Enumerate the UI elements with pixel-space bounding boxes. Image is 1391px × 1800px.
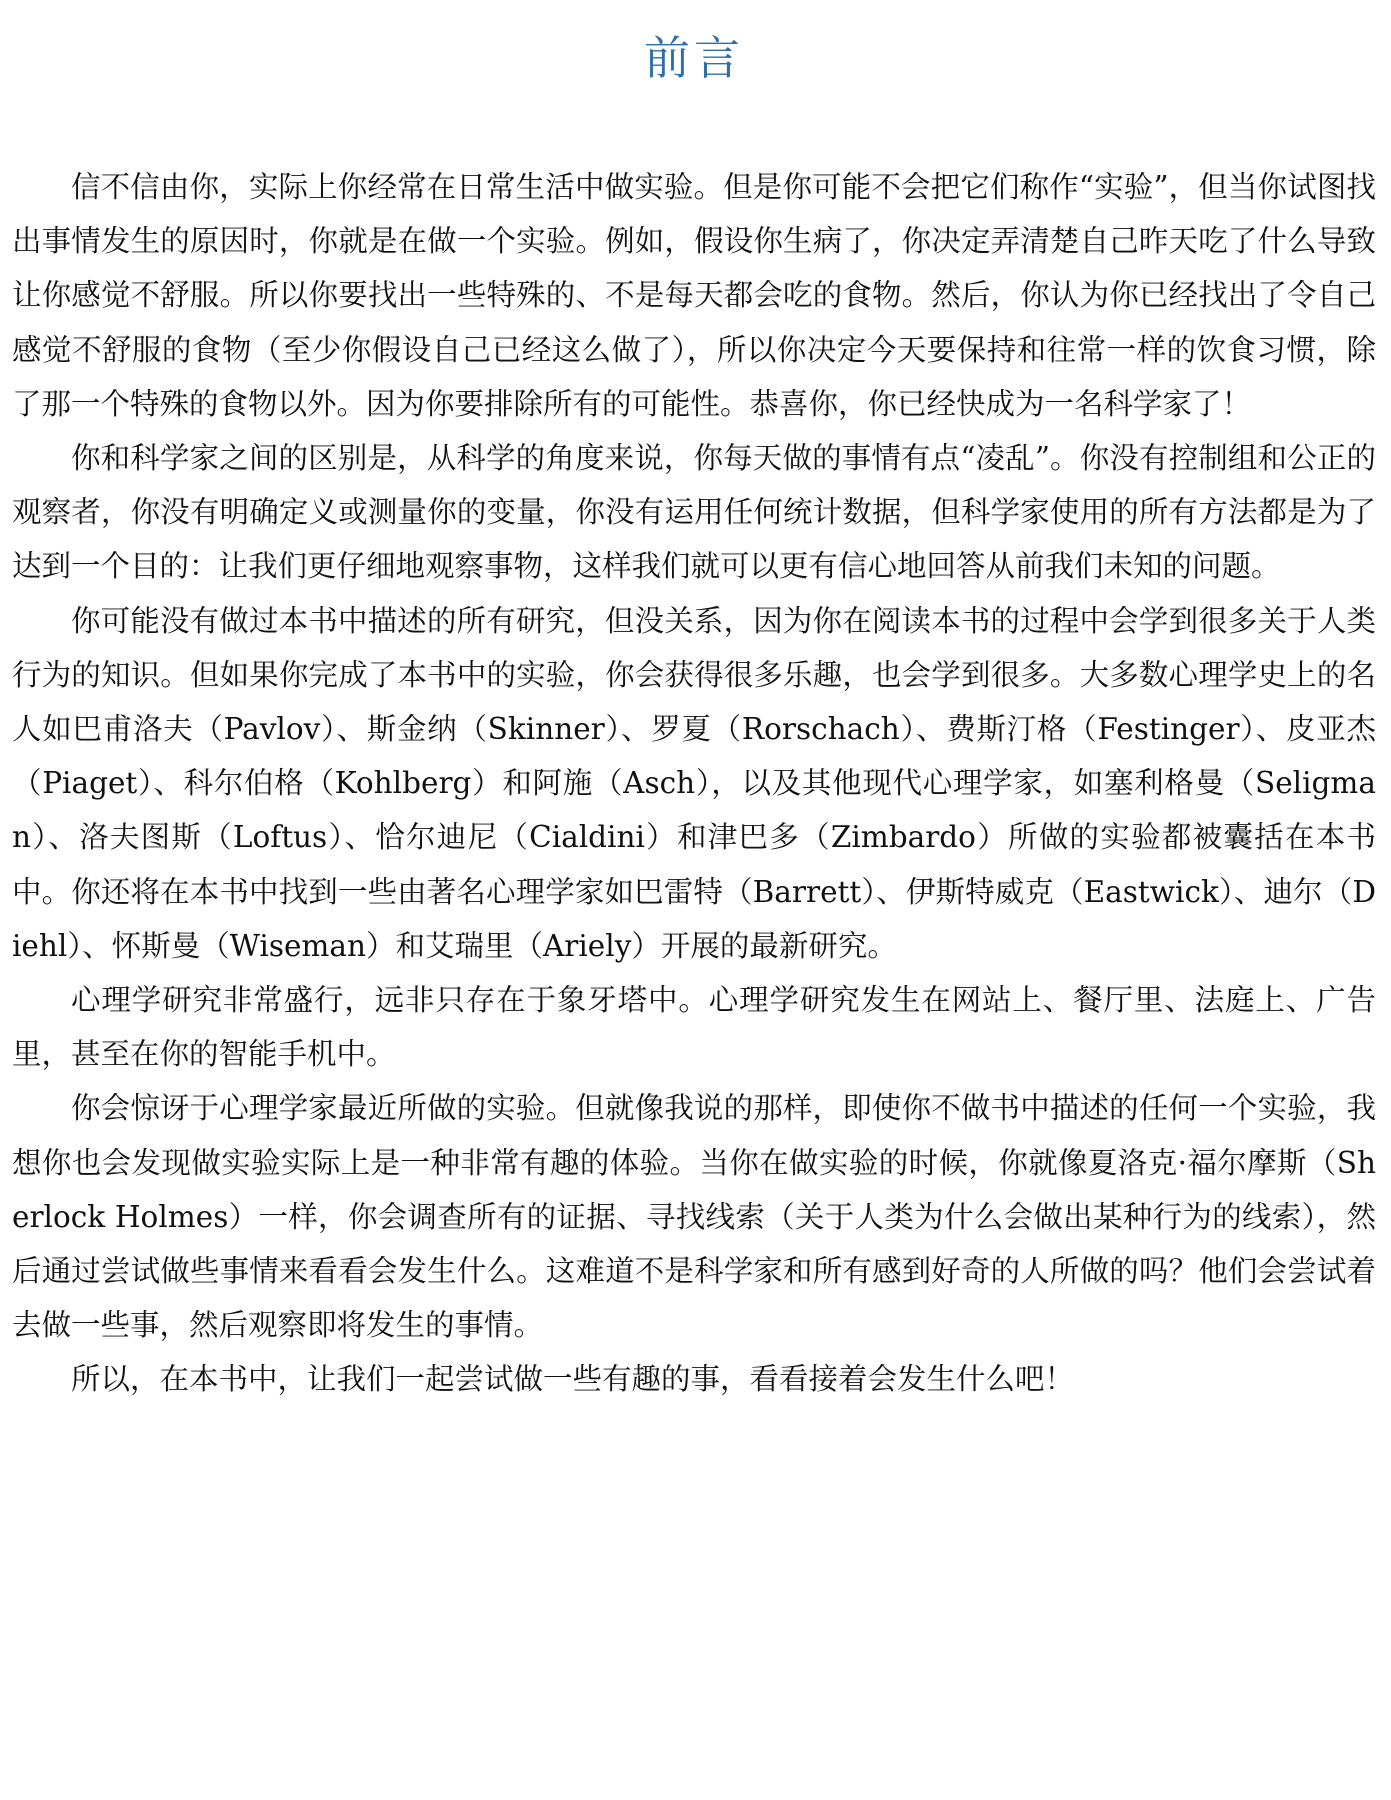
paragraph: 信不信由你，实际上你经常在日常生活中做实验。但是你可能不会把它们称作“实验”，但当你试图找出事情发生的原因时，你就是在做一个实验。例如，假设你生病了，你决定弄清楚自己昨天吃了什么导致让你感觉不舒服。所以你要找出一些特殊的、不是每天都会吃的食物。然后，你认为你已经找出了令自己感觉不舒服的食物（至少你假设自己已经这么做了），所以你决定今天要保持和往常一样的饮食习惯，除了那一个特殊的食物以外。因为你要排除所有的可能性。恭喜你，你已经快成为一名科学家了！ — [12, 170, 1376, 421]
body-text — [12, 160, 1376, 1407]
paragraph: 你可能没有做过本书中描述的所有研究，但没关系，因为你在阅读本书的过程中会学到很多关于人类行为的知识。但如果你完成了本书中的实验，你会获得很多乐趣，也会学到很多。大多数心理学史上的名人如巴甫洛夫（Pavlov）、斯金纳（Skinner）、罗夏（Rorschach）、费斯汀格（Festinger）、皮亚杰（Piaget）、科尔伯格（Kohlberg）和阿施（Asch），以及其他现代心理学家，如塞利格曼（Seligman）、洛夫图斯（Loftus）、恰尔迪尼（Cialdini）和津巴多（Zimbardo）所做的实验都被囊括在本书中。你还将在本书中找到一些由著名心理学家如巴雷特（Barrett）、伊斯特威克（Eastwick）、迪尔（Diehl）、怀斯曼（Wiseman）和艾瑞里（Ariely）开展的最新研究。 — [12, 603, 1376, 963]
page-title: 前言 — [644, 31, 744, 85]
document-page — [12, 0, 1376, 1407]
paragraph: 所以，在本书中，让我们一起尝试做一些有趣的事，看看接着会发生什么吧！ — [71, 1362, 1075, 1397]
paragraph: 你会惊讶于心理学家最近所做的实验。但就像我说的那样，即使你不做书中描述的任何一个实验，我想你也会发现做实验实际上是一种非常有趣的体验。当你在做实验的时候，你就像夏洛克·福尔摩斯（Sherlock Holmes）一样，你会调查所有的证据、寻找线索（关于人类为什么会做出某种行为的线索），然后通过尝试做些事情来看看会发生什么。这难道不是科学家和所有感到好奇的人所做的吗？他们会尝试着去做一些事，然后观察即将发生的事情。 — [12, 1091, 1376, 1343]
paragraph: 你和科学家之间的区别是，从科学的角度来说，你每天做的事情有点“凌乱”。你没有控制组和公正的观察者，你没有明确定义或测量你的变量，你没有运用任何统计数据，但科学家使用的所有方法都是为了达到一个目的：让我们更仔细地观察事物，这样我们就可以更有信心地回答从前我们未知的问题。 — [12, 441, 1376, 584]
paragraph: 心理学研究非常盛行，远非只存在于象牙塔中。心理学研究发生在网站上、餐厅里、法庭上、广告里，甚至在你的智能手机中。 — [12, 983, 1376, 1072]
